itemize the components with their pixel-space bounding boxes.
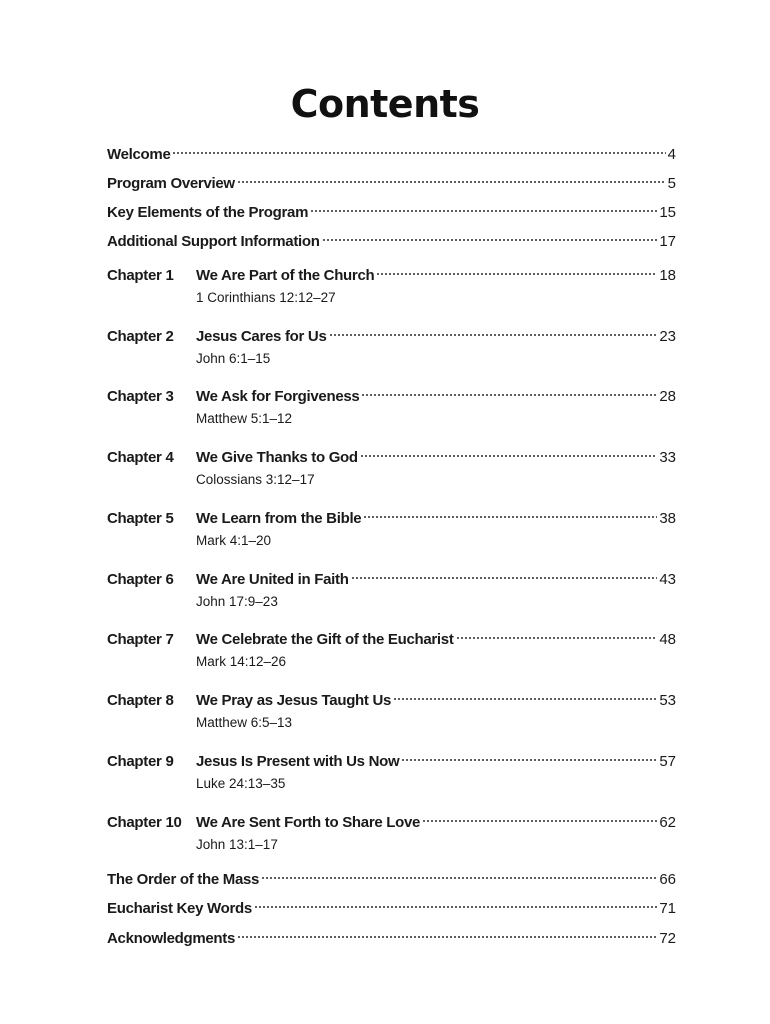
chapter-scripture: Colossians 3:12–17 <box>196 472 315 487</box>
toc-entry-additional-support[interactable] <box>107 231 676 253</box>
chapter-number: Chapter 6 <box>107 571 174 588</box>
toc-page-number: 23 <box>659 328 676 345</box>
dot-leader <box>360 454 658 458</box>
dot-leader <box>237 180 666 184</box>
chapter-title: Jesus Is Present with Us Now <box>196 753 400 770</box>
chapter-scripture: Mark 4:1–20 <box>196 533 272 548</box>
toc-page-number: 33 <box>659 449 676 466</box>
chapter-scripture: Matthew 6:5–13 <box>196 715 293 730</box>
chapter-number: Chapter 3 <box>107 388 174 405</box>
toc-page-number: 71 <box>659 900 676 917</box>
toc-page-number: 66 <box>659 871 676 888</box>
toc-entry-welcome[interactable] <box>107 144 676 166</box>
dot-leader <box>456 636 658 640</box>
toc-page-number: 53 <box>659 692 676 709</box>
chapter-title: We Learn from the Bible <box>196 510 362 527</box>
chapter-title: We Are Part of the Church <box>196 267 375 284</box>
dot-leader <box>393 697 657 701</box>
chapter-number: Chapter 10 <box>107 814 182 831</box>
toc-entry-acknowledgments[interactable] <box>107 928 676 950</box>
toc-entry-key-words[interactable] <box>107 898 676 920</box>
dot-leader <box>351 576 658 580</box>
dot-leader <box>376 272 657 276</box>
toc-chapter-8[interactable] <box>107 690 676 712</box>
chapter-number: Chapter 9 <box>107 753 174 770</box>
chapter-scripture: 1 Corinthians 12:12–27 <box>196 290 336 305</box>
chapter-scripture: John 13:1–17 <box>196 837 278 852</box>
toc-entry-key-elements[interactable] <box>107 202 676 224</box>
chapter-title: We Pray as Jesus Taught Us <box>196 692 392 709</box>
toc-page-number: 18 <box>659 267 676 284</box>
chapter-number: Chapter 2 <box>107 328 174 345</box>
dot-leader <box>172 151 665 155</box>
toc-page-number: 72 <box>659 930 676 947</box>
toc-page-number: 5 <box>667 175 676 192</box>
chapter-scripture: Matthew 5:1–12 <box>196 411 293 426</box>
toc-chapter-2[interactable] <box>107 326 676 348</box>
chapter-scripture: Mark 14:12–26 <box>196 654 287 669</box>
toc-chapter-10[interactable] <box>107 812 676 834</box>
dot-leader <box>329 333 658 337</box>
dot-leader <box>261 876 657 880</box>
chapter-number: Chapter 5 <box>107 510 174 527</box>
chapter-title: We Celebrate the Gift of the Eucharist <box>196 631 454 648</box>
dot-leader <box>322 238 658 242</box>
toc-entry-label: Welcome <box>107 146 171 163</box>
toc-entry-label: Key Elements of the Program <box>107 204 309 221</box>
chapter-title: We Give Thanks to God <box>196 449 358 466</box>
dot-leader <box>237 935 657 939</box>
toc-page-number: 43 <box>659 571 676 588</box>
chapter-title: Jesus Cares for Us <box>196 328 327 345</box>
toc-entry-order-of-mass[interactable] <box>107 869 676 891</box>
chapter-number: Chapter 4 <box>107 449 174 466</box>
toc-page-number: 15 <box>659 204 676 221</box>
chapter-number: Chapter 7 <box>107 631 174 648</box>
dot-leader <box>422 819 657 823</box>
toc-chapter-6[interactable] <box>107 569 676 591</box>
chapter-scripture: Luke 24:13–35 <box>196 776 286 791</box>
chapter-scripture: John 17:9–23 <box>196 594 278 609</box>
dot-leader <box>363 515 657 519</box>
toc-chapter-7[interactable] <box>107 629 676 651</box>
toc-chapter-9[interactable] <box>107 751 676 773</box>
toc-page-number: 4 <box>667 146 676 163</box>
dot-leader <box>361 393 657 397</box>
toc-page-number: 48 <box>659 631 676 648</box>
dot-leader <box>310 209 657 213</box>
chapter-number: Chapter 8 <box>107 692 174 709</box>
chapter-title: We Are United in Faith <box>196 571 349 588</box>
toc-chapter-4[interactable] <box>107 447 676 469</box>
toc-page-number: 17 <box>659 233 676 250</box>
toc-page-number: 28 <box>659 388 676 405</box>
toc-chapter-1[interactable] <box>107 265 676 287</box>
toc-entry-label: Program Overview <box>107 175 235 192</box>
toc-entry-label: Additional Support Information <box>107 233 320 250</box>
chapter-number: Chapter 1 <box>107 267 174 284</box>
chapter-scripture: John 6:1–15 <box>196 351 271 366</box>
toc-page-number: 38 <box>659 510 676 527</box>
toc-entry-label: The Order of the Mass <box>107 871 260 888</box>
toc-page-number: 62 <box>659 814 676 831</box>
page-title: Contents <box>290 82 480 126</box>
dot-leader <box>401 758 657 762</box>
toc-page-number: 57 <box>659 753 676 770</box>
toc-chapter-5[interactable] <box>107 508 676 530</box>
toc-entry-program-overview[interactable] <box>107 173 676 195</box>
toc-chapter-3[interactable] <box>107 386 676 408</box>
toc-entry-label: Acknowledgments <box>107 930 236 947</box>
dot-leader <box>254 905 657 909</box>
toc-entry-label: Eucharist Key Words <box>107 900 252 917</box>
chapter-title: We Are Sent Forth to Share Love <box>196 814 421 831</box>
chapter-title: We Ask for Forgiveness <box>196 388 360 405</box>
